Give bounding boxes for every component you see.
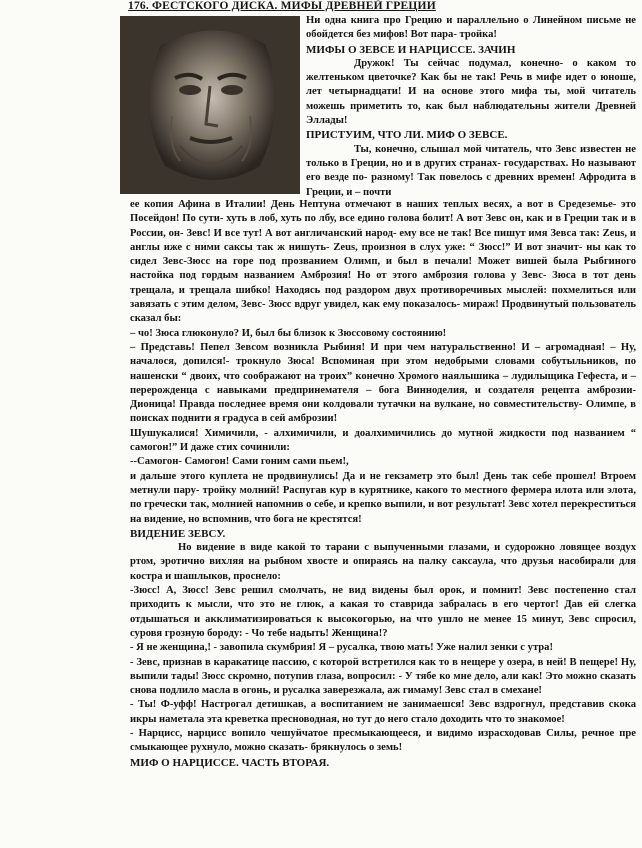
- paragraph: Дружок! Ты сейчас подумал, конечно- о каком то желтеньком цветочке? Как бы не так! Речь в мифе идет о юноше, лет четырнадцати! И на основе этого мифа ты, мой читатель можешь приметить то, как был наблюдательны жители Древней Эллады!: [306, 57, 636, 127]
- section-heading: ПРИСТУИМ, ЧТО ЛИ. МИФ О ЗЕВСЕ.: [306, 129, 508, 142]
- golden-mask-image: [120, 16, 300, 194]
- paragraph: Но видение в виде какой то тарани с выпученными глазами, и судорожно ловящее воздух ртом, эротично вихляя на рыбном хвосте и опираясь на палку саксаула, что друзья насобирали для костра и шашлыков, проснело:: [130, 542, 636, 582]
- intro-column: [306, 14, 636, 200]
- paragraph: Ни одна книга про Грецию и параллельно о Линейном письме не обойдется без мифов! Вот пара- тройка!: [306, 15, 636, 41]
- paragraph: - Ты! Ф-уфф! Настрогал детишкав, а воспитанием не занимаешся! Зевс вздрогнул, представив скока икры наметала эта креветка пресноводная, но тут до него стало доходить что то знакомое!: [130, 699, 636, 725]
- page-title: 176. ФЕСТСКОГО ДИСКА. МИФЫ ДРЕВНЕЙ ГРЕЦИИ: [128, 0, 436, 12]
- paragraph: --Самогон- Самогон! Сами гоним сами пьем!,: [130, 456, 349, 468]
- paragraph: Шушукалися! Химичили, - алхимичили, и доалхимичились до мутной жидкости под названием “ самогон!” И даже стих сочинили:: [130, 427, 636, 454]
- paragraph: ее копия Афина в Италии! День Нептуна отмечают в наших теплых весях, а вот в Средеземье- это Посейдон! По сути- хуть в лоб, хуть по лбу, все едино голова болит! А вот Зевс он, как и в Греции так и в России, он- Зевс! И все тут! А вот англичанский народ- ему все не так! Все пишут имя Зевса так: Zeus, и англы иже с ними саксы так ж нишуть- Zeus, произноя в слух уже: “ Зюсс!” И вот значит- ны как то сидел Зевс-Зюсс на горе под прозванием Олимп, и был в печали! Может вишей была Рыбгиного настойка под гордым названием Амброзия! Но от этого амброзия голова у Зевс- Зюса в тот день трещала, и трещала шибко! Находясь под раздором двух противоречивых мыслей: похмелиться или завязать с этим делом, Зевс- Зюсс вдруг увидел, как ему показалось- мираж! Продвинутый пользователь сказал бы:: [130, 199, 636, 325]
- paragraph: - Зевс, признав в каракатице пассию, с которой встретился как то в нещере у озера, в ней! В пещере! Ну, выпили тады! Зюсс скромно, потупив глаза, вопросил: - У тябе ко мне дело, али как! Это можно сказать снова подлило масла в огонь, и русалка заверезжала, аж гимаму! Зевс стал в смехане!: [130, 656, 636, 697]
- mask-photo: [120, 16, 300, 194]
- section-heading: ВИДЕНИЕ ЗЕВСУ.: [130, 527, 226, 540]
- paragraph: - Нарцисс, нарцисс вопило чешуйчатое пресмыкающееся, и видимо израсходовав Силы, речное пре смыкающее рухнуло, можно сказать- брякнулось о земь!: [130, 727, 636, 754]
- main-text: [130, 198, 636, 770]
- paragraph: - Я не женщина,! - завопила скумбрия! Я – русалка, твою мать! Уже налил зенки с утра!: [130, 642, 554, 654]
- section-heading: МИФЫ О ЗЕВСЕ И НАРЦИССЕ. ЗАЧИН: [306, 43, 516, 56]
- paragraph: – чо! Зюса глюконуло? И, был бы близок к Зюссовому состоянию!: [130, 327, 447, 339]
- section-heading: МИФ О НАРЦИССЕ. ЧАСТЬ ВТОРАЯ.: [130, 756, 330, 769]
- paragraph: -Зюсс! А, Зюсс! Зевс решил смолчать, не вид видены был орок, и помнит! Зевс постепенно стал приходить к мысли, что это не глюк, а какая то ставрида забралась в его чертог! Дав ей слегка отдышаться и акклиматизироваться к высокогорью, на что ушло не менее 15 минут, Зевс спросил, суровя грозную бороду: - Чо тебе надыть! Женщина!?: [130, 585, 636, 639]
- paragraph: – Представь! Пепел Зевсом возникла Рыбиня! И при чем натуральственно! И – агромадная! – Ну, началося, допился!- трокнуло Зюса! Вспоминая при этом недобрыми словами собутыльников, по нашенски “ двоих, что соображают на троих” конечно Хромого наялышика – лудилыщика Гефеста, и – перерожденца с навыками предпринемателя – бога Винноделия, и создателя рецепта амброзии- Дионица! Правда последнее время они колдовали тутачки на вулкане, но совместительству- Олимпе, в поисках поднити я градуса в сей амброзии!: [130, 341, 636, 425]
- paragraph: Ты, конечно, слышал мой читатель, что Зевс известен не только в Греции, но и в других странах- государствах. Но называют его везде по- разному! Так повелось с древних времен! Афродита в Греции, и – почти: [306, 143, 636, 198]
- paragraph: и дальше этого куплета не продвинулись! Да и не гекзаметр это был! День так себе прошел! Втроем метнули пару- тройку молний! Распугав кур в курятнике, какого то местного фермера илота или элота, по гречески так, молнией напомнив о себе, и крепко выпили, и вот результат! Зевс хотел перекреститься на видение, но вспомнив, что бога не крестятся!: [130, 470, 636, 525]
